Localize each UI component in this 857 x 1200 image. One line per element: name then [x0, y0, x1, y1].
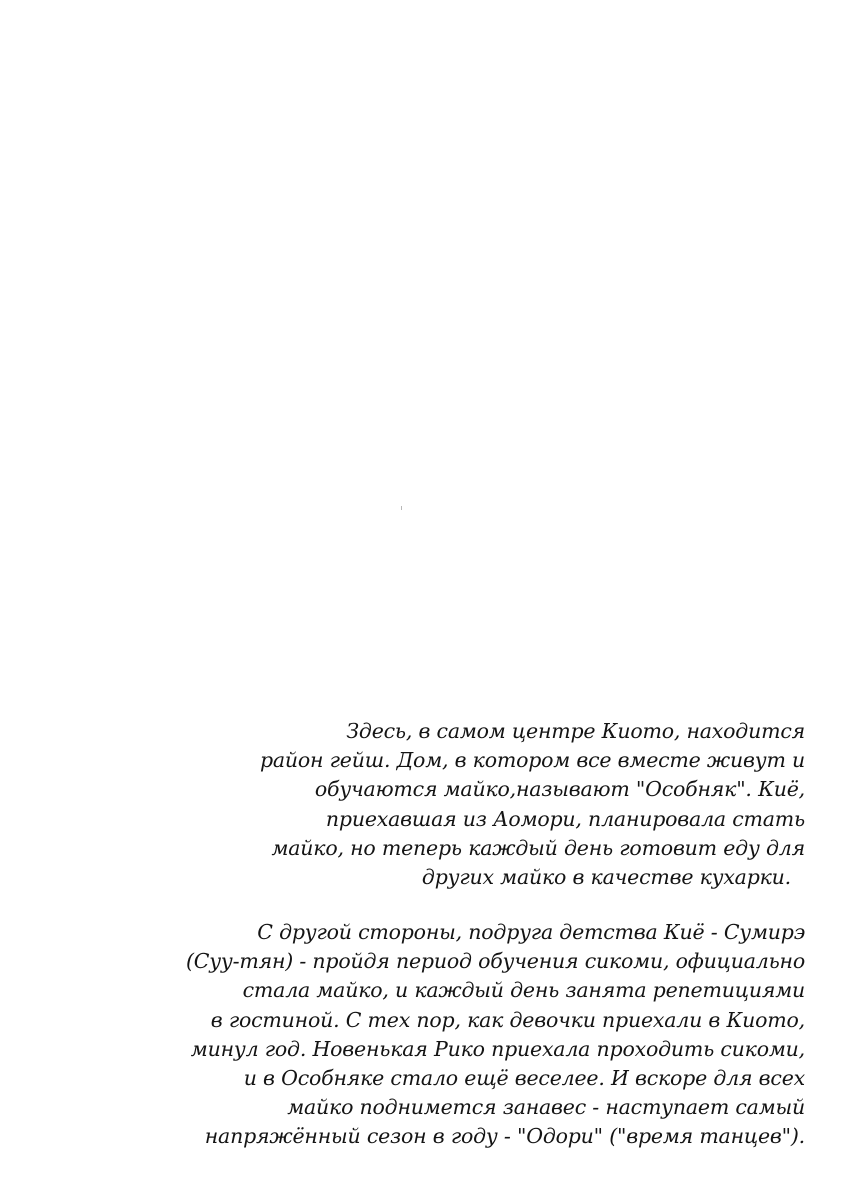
paragraph-line: обучаются майко,называют "Особняк". Киё, — [314, 777, 805, 802]
paragraph-line: район гейш. Дом, в котором все вместе живут и — [259, 748, 805, 773]
paragraph-line: других майко в качестве кухарки. — [421, 864, 791, 889]
paragraph-line: и в Особняке стало ещё веселее. И вскоре для всех — [243, 1065, 805, 1090]
paragraph-line: в гостиной. С тех пор, как девочки приехали в Киото, — [210, 1007, 805, 1032]
paragraph-line: С другой стороны, подруга детства Киё - Сумирэ — [257, 920, 805, 944]
scan-speck — [401, 506, 402, 510]
paragraph-line: Здесь, в самом центре Киото, находится — [346, 719, 805, 743]
paragraph-line: приехавшая из Аомори, планировала стать — [325, 806, 805, 831]
paragraph-line: майко поднимется занавес - наступает самый — [287, 1095, 805, 1120]
intro-paragraph-1 — [260, 717, 805, 892]
intro-paragraph-2 — [186, 918, 805, 1152]
paragraph-line: майко, но теперь каждый день готовит еду для — [271, 835, 805, 860]
paragraph-line: минул год. Новенькая Рико приехала проходить сикоми, — [190, 1036, 805, 1061]
paragraph-line: (Суу-тян) - пройдя период обучения сикоми, официально — [185, 949, 805, 974]
paragraph-line: напряжённый сезон в году - "Одори" ("время танцев"). — [204, 1124, 805, 1149]
paragraph-line: стала майко, и каждый день занята репетициями — [242, 978, 805, 1003]
